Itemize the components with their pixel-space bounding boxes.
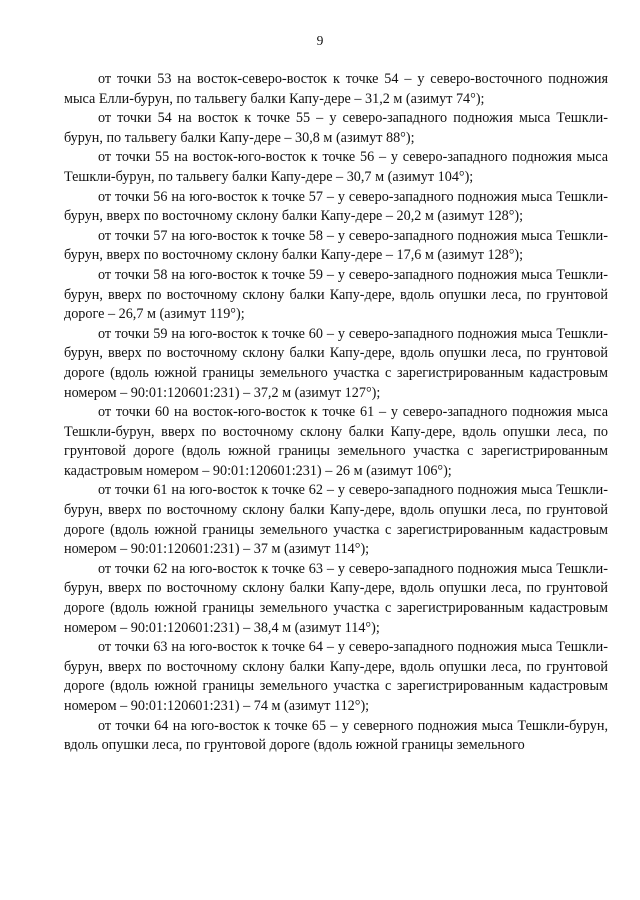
paragraph-point-63-64: от точки 63 на юго-восток к точке 64 – у северо-западного подножия мыса Тешкли-бурун, вверх по восточному склону балки Капу-дере, вдоль опушки леса, по грунтовой дороге (вдоль южной границы земельного участка с зарегистрированным кадастровым номером – 90:01:120601:231) – 74 м (азимут 112°); [64,639,608,714]
paragraph-point-57-58: от точки 57 на юго-восток к точке 58 – у северо-западного подножия мыса Тешкли-бурун, вверх по восточному склону балки Капу-дере – 17,6 м (азимут 128°); [64,227,608,264]
paragraph-point-61-62: от точки 61 на юго-восток к точке 62 – у северо-западного подножия мыса Тешкли-бурун, вверх по восточному склону балки Капу-дере, вдоль опушки леса, по грунтовой дороге (вдоль южной границы земельного участка с зарегистрированным кадастровым номером – 90:01:120601:231) – 37 м (азимут 114°); [64,482,608,558]
paragraph-point-56-57: от точки 56 на юго-восток к точке 57 – у северо-западного подножия мыса Тешкли-бурун, вверх по восточному склону балки Капу-дере – 20,2 м (азимут 128°); [64,188,608,225]
paragraph-point-64-65: от точки 64 на юго-восток к точке 65 – у северного подножия мыса Тешкли-бурун, вдоль опушки леса, по грунтовой дороге (вдоль южной границы земельного [64,717,608,754]
paragraph-point-54-55: от точки 54 на восток к точке 55 – у северо-западного подножия мыса Тешкли-бурун, по тальвегу балки Капу-дере – 30,8 м (азимут 88°); [64,110,608,146]
paragraph-point-58-59: от точки 58 на юго-восток к точке 59 – у северо-западного подножия мыса Тешкли-бурун, вверх по восточному склону балки Капу-дере, вдоль опушки леса, по грунтовой дороге – 26,7 м (азимут 119°); [64,266,608,323]
paragraph-point-59-60: от точки 59 на юго-восток к точке 60 – у северо-западного подножия мыса Тешкли-бурун, вверх по восточному склону балки Капу-дере, вдоль опушки леса, по грунтовой дороге (вдоль южной границы земельного участка с зарегистрированным кадастровым номером – 90:01:120601:231) – 37,2 м (азимут 127°); [64,325,608,401]
paragraph-point-53-54: от точки 53 на восток-северо-восток к точке 54 – у северо-восточного подножия мыса Елли-бурун, по тальвегу балки Капу-дере – 31,2 м (азимут 74°); [64,71,608,107]
page-number: 9 [316,33,324,48]
document-body [64,70,608,756]
paragraph-point-62-63: от точки 62 на юго-восток к точке 63 – у северо-западного подножия мыса Тешкли-бурун, вверх по восточному склону балки Капу-дере, вдоль опушки леса, по грунтовой дороге (вдоль южной границы земельного участка с зарегистрированным кадастровым номером – 90:01:120601:231) – 38,4 м (азимут 114°); [64,560,608,636]
paragraph-point-55-56: от точки 55 на восток-юго-восток к точке 56 – у северо-западного подножия мыса Тешкли-бурун, по тальвегу балки Капу-дере – 30,7 м (азимут 104°); [64,149,608,185]
paragraph-point-60-61: от точки 60 на восток-юго-восток к точке 61 – у северо-западного подножия мыса Тешкли-бурун, вверх по восточному склону балки Капу-дере, вдоль опушки леса, по грунтовой дороге (вдоль южной границы земельного участка с зарегистрированным кадастровым номером – 90:01:120601:231) – 26 м (азимут 106°); [64,404,608,479]
